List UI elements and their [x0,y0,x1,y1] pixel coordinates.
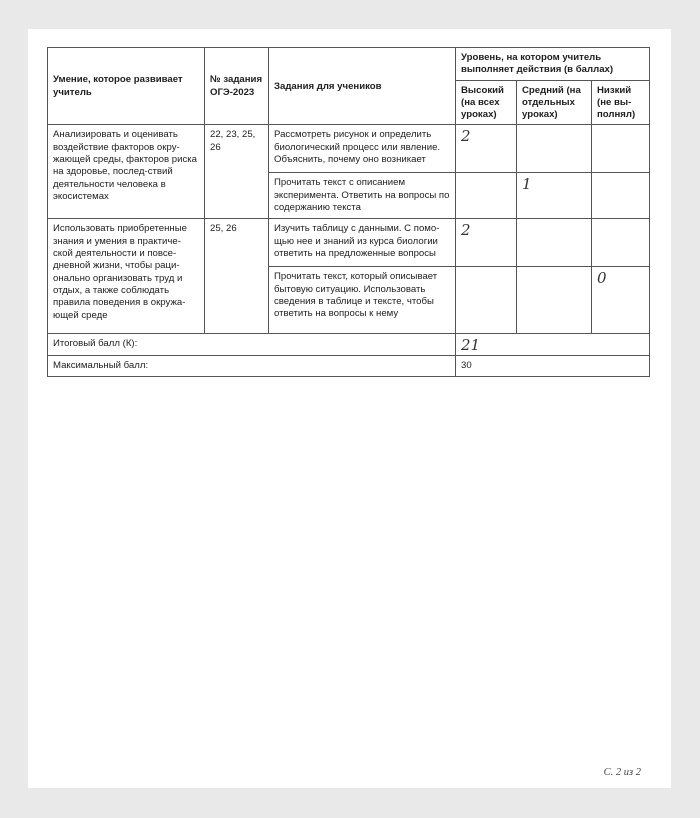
document-page [28,29,671,788]
page-number: С. 2 из 2 [603,767,641,778]
header-tasks: Задания для учеников [269,48,456,125]
table-row [48,219,650,267]
task-cell: Прочитать текст, который описывает бытовую ситуацию. Использовать сведения в таблице и тексте, чтобы ответить на вопросы к нему [269,267,456,334]
skill-cell: Анализировать и оценивать воздействие факторов окру-жающей среды, факторов риска на здоровье, послед-ствий деятельности человека в экосистемах [48,125,205,219]
score-low [592,173,650,219]
score-medium [517,125,592,173]
score-high [456,267,517,334]
score-medium: 1 [517,173,592,219]
assessment-table [47,47,650,377]
score-high [456,173,517,219]
header-level: Уровень, на котором учитель выполняет действия (в баллах) [456,48,650,81]
total-value: 21 [456,334,650,356]
score-low [592,125,650,173]
table-row [48,125,650,173]
max-label: Максимальный балл: [48,356,456,376]
task-number-cell: 25, 26 [205,219,269,334]
header-high: Высокий (на всех уроках) [456,80,517,125]
total-label: Итоговый балл (К): [48,334,456,356]
score-high: 2 [456,219,517,267]
header-medium: Средний (на отдельных уроках) [517,80,592,125]
score-medium [517,219,592,267]
score-high: 2 [456,125,517,173]
task-cell: Изучить таблицу с данными. С помо-щью нее и знаний из курса биологии ответить на предложенные вопросы [269,219,456,267]
header-skill: Умение, которое развивает учитель [48,48,205,125]
score-low: 0 [592,267,650,334]
score-medium [517,267,592,334]
task-cell: Прочитать текст с описанием эксперимента. Ответить на вопросы по содержанию текста [269,173,456,219]
header-row [48,48,650,81]
skill-cell: Использовать приобретенные знания и умения в практиче-ской деятельности и повсе-дневной жизни, чтобы раци-онально организовать труд и отдых, а также соблюдать правила поведения в окружа-ющей среде [48,219,205,334]
max-row [48,356,650,376]
task-cell: Рассмотреть рисунок и определить биологический процесс или явление. Объяснить, почему оно возникает [269,125,456,173]
total-row [48,334,650,356]
score-low [592,219,650,267]
header-low: Низкий (не вы-полнял) [592,80,650,125]
header-task-number: № задания ОГЭ-2023 [205,48,269,125]
max-value: 30 [456,356,650,376]
task-number-cell: 22, 23, 25, 26 [205,125,269,219]
